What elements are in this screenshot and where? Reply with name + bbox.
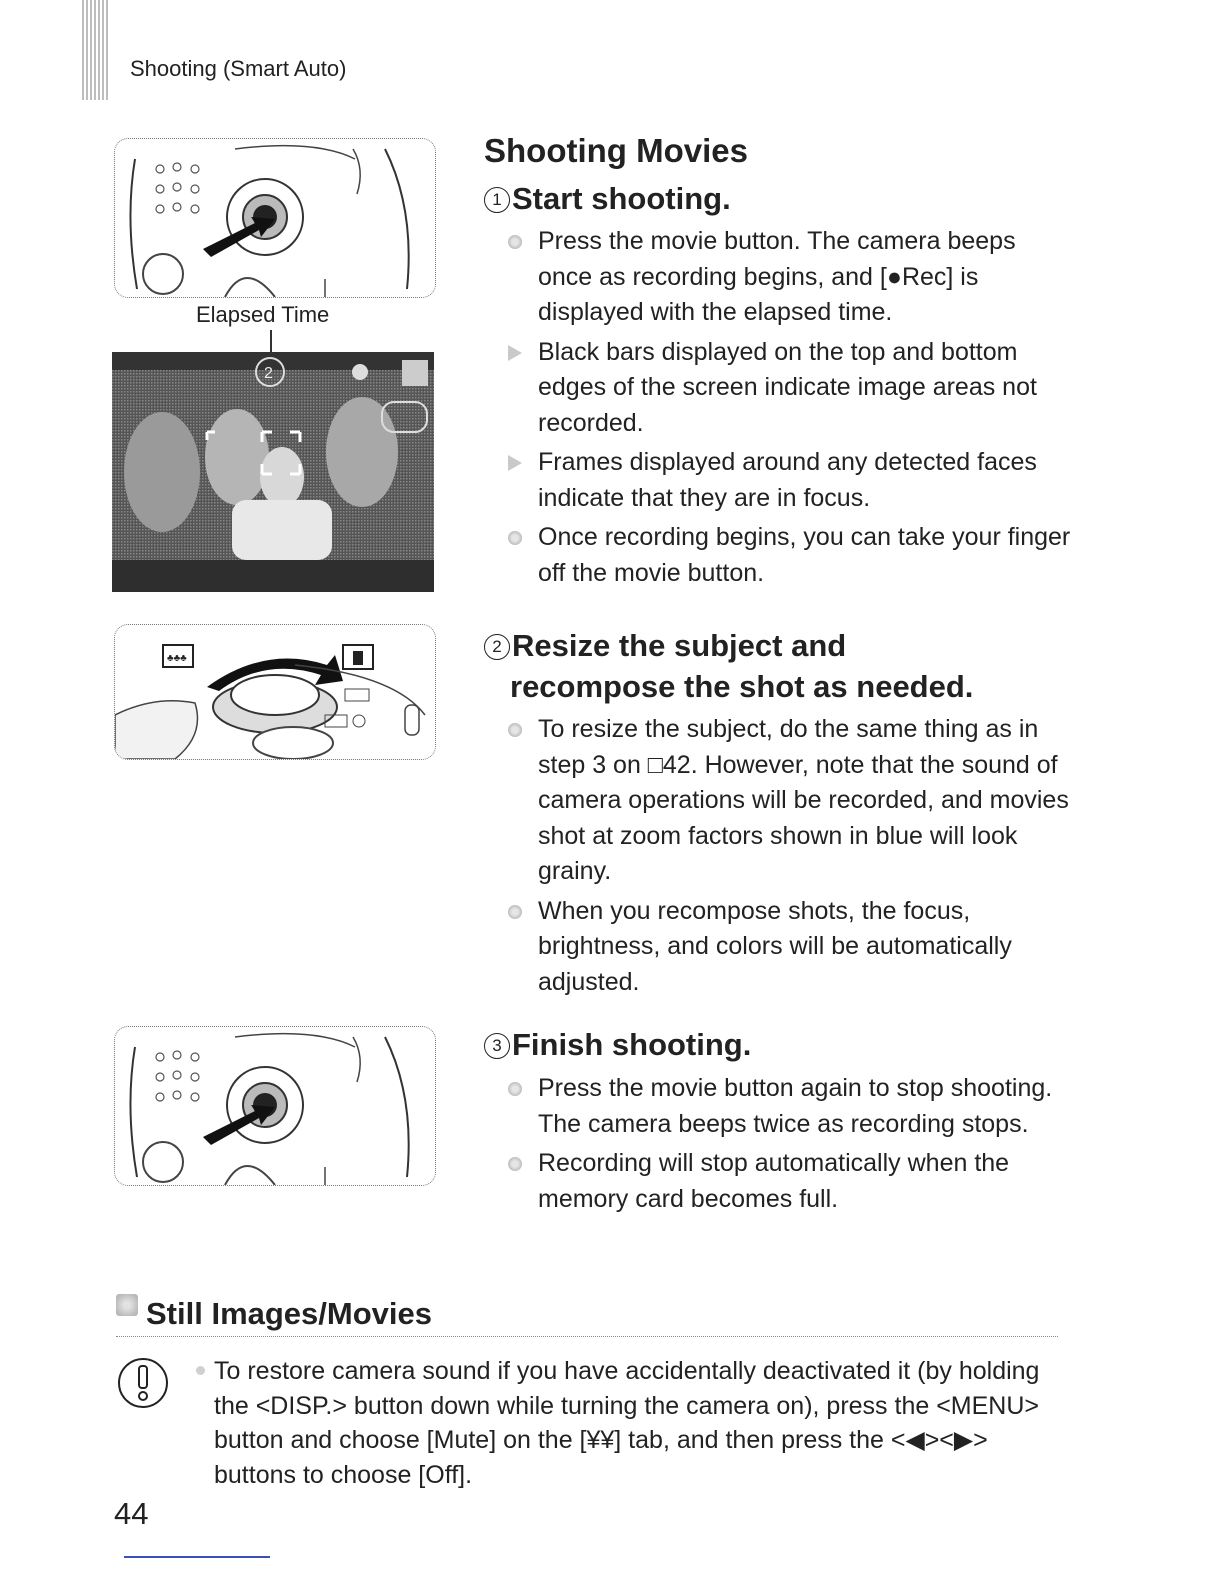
step-3-title: 3 Finish shooting.	[484, 1024, 751, 1065]
step-3-number: 3	[484, 1033, 510, 1059]
step-1-number: 1	[484, 187, 510, 213]
step-1-title: 1 Start shooting.	[484, 178, 731, 219]
step-2-bullets	[500, 712, 1072, 1004]
caution-icon	[114, 1354, 172, 1412]
footer-rule	[124, 1556, 270, 1558]
list-item: Black bars displayed on the top and bottom edges of the screen indicate image areas not recorded.	[500, 335, 1072, 442]
figure-zoom-lever	[114, 624, 436, 760]
list-item: When you recompose shots, the focus, brightness, and colors will be automatically adjusted.	[500, 894, 1072, 1001]
bullet-dot-icon	[508, 531, 522, 545]
page-number: 44	[114, 1496, 149, 1531]
step-2-title: 2 Resize the subject and recompose the shot as needed.	[484, 625, 973, 707]
bullet-arrow-icon	[508, 345, 522, 361]
section-title: Shooting Movies	[484, 132, 748, 169]
bullet-dot-icon	[508, 1082, 522, 1096]
list-item: Frames displayed around any detected faces indicate that they are in focus.	[500, 445, 1072, 516]
step-3-bullets	[500, 1071, 1072, 1221]
figure-press-movie-button-again	[114, 1026, 436, 1186]
still-images-marker-icon	[116, 1294, 138, 1316]
list-item: Press the movie button. The camera beeps once as recording begins, and [●Rec] is displayed with the elapsed time.	[500, 224, 1072, 331]
figure-recording-screen	[112, 352, 434, 592]
running-head: Shooting (Smart Auto)	[130, 56, 347, 81]
note-bullet-icon	[196, 1366, 205, 1375]
step-2-number: 2	[484, 634, 510, 660]
still-images-title: Still Images/Movies	[146, 1296, 432, 1331]
elapsed-time-label: Elapsed Time	[196, 302, 330, 327]
bullet-dot-icon	[508, 905, 522, 919]
bullet-dot-icon	[508, 1157, 522, 1171]
list-item: Recording will stop automatically when the memory card becomes full.	[500, 1146, 1072, 1217]
step-1-bullets	[500, 224, 1072, 595]
svg-text:2: 2	[264, 365, 273, 382]
divider	[116, 1336, 1058, 1337]
list-item: Once recording begins, you can take your finger off the movie button.	[500, 520, 1072, 591]
list-item: Press the movie button again to stop shooting. The camera beeps twice as recording stops.	[500, 1071, 1072, 1142]
bullet-arrow-icon	[508, 455, 522, 471]
svg-text:♣♣♣: ♣♣♣	[167, 653, 187, 664]
figure-press-movie-button	[114, 138, 436, 298]
list-item: To resize the subject, do the same thing as in step 3 on □42. However, note that the sound of camera operations will be recorded, and movies shot at zoom factors shown in blue will look grainy.	[500, 712, 1072, 890]
bullet-dot-icon	[508, 723, 522, 737]
chapter-tab-marker	[82, 0, 108, 100]
bullet-dot-icon	[508, 235, 522, 249]
still-images-note: To restore camera sound if you have accidentally deactivated it (by holding the <DISP.> button down while turning the camera on), press the <MENU> button and choose [Mute] on the [¥¥] tab, and then press the <◀><▶> buttons to choose [Off].	[214, 1357, 1040, 1489]
